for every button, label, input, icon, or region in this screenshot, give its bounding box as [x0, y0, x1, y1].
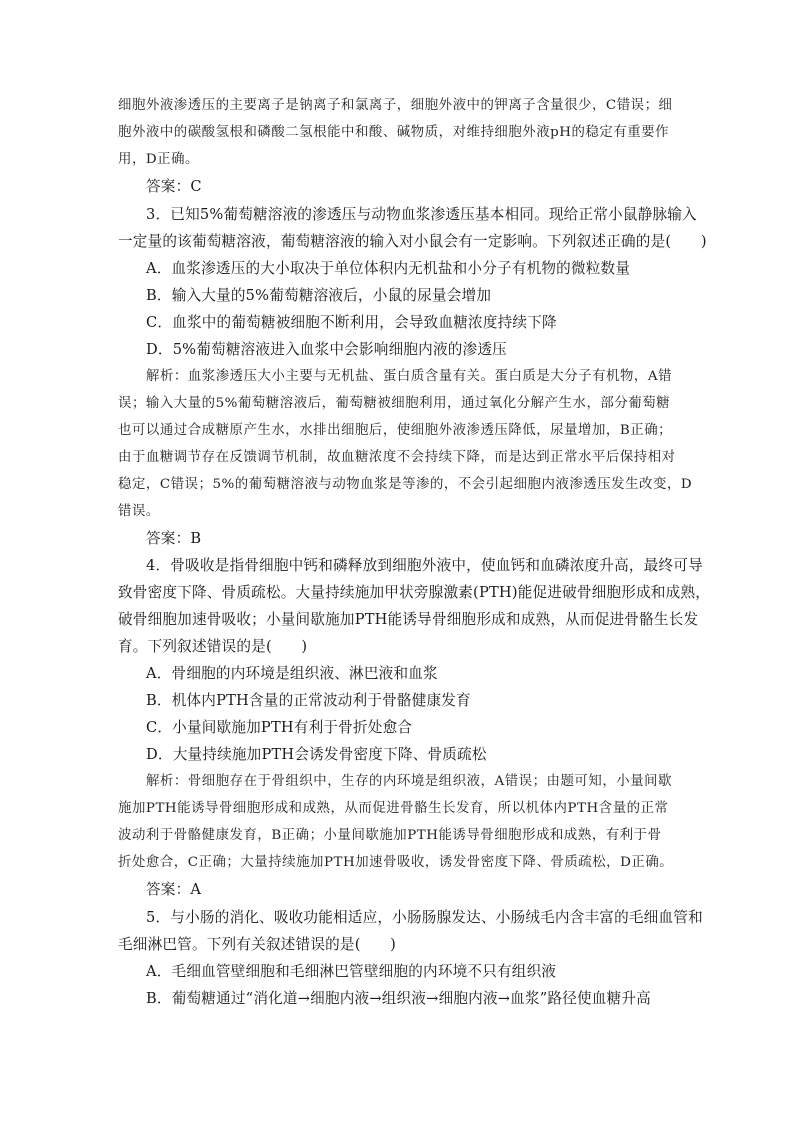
question-5-option-a: A．毛细血管壁细胞和毛细淋巴管壁细胞的内环境不只有组织液 — [146, 963, 557, 980]
question-4-stem: 致骨密度下降、骨质疏松。大量持续施加甲状旁腺激素(PTH)能促进破骨细胞形成和成熟， — [118, 584, 711, 601]
question-3-analysis: 稳定，C错误；5%的葡萄糖溶液与动物血浆是等渗的，不会引起细胞内液渗透压发生改变，D — [118, 477, 693, 492]
question-3-analysis: 误；输入大量的5%葡萄糖溶液后，葡萄糖被细胞利用，通过氧化分解产生水，部分葡萄糖 — [118, 396, 671, 411]
question-3-option-b: B．输入大量的5%葡萄糖溶液后，小鼠的尿量会增加 — [146, 287, 492, 304]
question-3-analysis: 错误。 — [118, 504, 160, 519]
question-4-option-a: A．骨细胞的内环境是组织液、淋巴液和血浆 — [146, 665, 438, 682]
question-4-option-c: C．小量间歇施加PTH有利于骨折处愈合 — [146, 719, 413, 736]
question-5-option-b: B．葡萄糖通过“消化道→细胞内液→组织液→细胞内液→血浆”路径使血糖升高 — [146, 990, 651, 1007]
answer-line: 答案：C — [146, 178, 202, 195]
answer-line: 答案：A — [146, 881, 202, 898]
answer-line: 答案：B — [146, 530, 202, 547]
question-3-analysis: 由于血糖调节存在反馈调节机制，故血糖浓度不会持续下降，而是达到正常水平后保持相对 — [118, 450, 676, 465]
question-4-analysis: 解析：骨细胞存在于骨组织中，生存的内环境是组织液，A错误；由题可知，小量间歇 — [146, 774, 673, 789]
question-3-option-d: D．5%葡萄糖溶液进入血浆中会影响细胞内液的渗透压 — [146, 341, 507, 358]
question-4-option-d: D．大量持续施加PTH会诱发骨密度下降、骨质疏松 — [146, 746, 487, 763]
question-3-stem: 3．已知5%葡萄糖溶液的渗透压与动物血浆渗透压基本相同。现给正常小鼠静脉输入 — [146, 206, 697, 223]
question-4-analysis: 折处愈合，C正确；大量持续施加PTH加速骨吸收，诱发骨密度下降、骨质疏松，D正确。 — [118, 855, 674, 870]
question-3-option-a: A．血浆渗透压的大小取决于单位体积内无机盐和小分子有机物的微粒数量 — [146, 260, 631, 277]
question-4-stem: 育。下列叙述错误的是( ) — [118, 638, 308, 655]
question-3-analysis: 也可以通过合成糖原产生水，水排出细胞后，使细胞外液渗透压降低，尿量增加，B正确； — [118, 423, 673, 438]
question-5-stem: 毛细淋巴管。下列有关叙述错误的是( ) — [118, 936, 397, 953]
question-4-option-b: B．机体内PTH含量的正常波动利于骨骼健康发育 — [146, 692, 471, 709]
question-3-option-c: C．血浆中的葡萄糖被细胞不断利用，会导致血糖浓度持续下降 — [146, 314, 557, 331]
text-line: 细胞外液渗透压的主要离子是钠离子和氯离子，细胞外液中的钾离子含量很少，C错误；细 — [118, 98, 673, 113]
text-line: 用，D正确。 — [118, 152, 199, 167]
question-4-stem: 破骨细胞加速骨吸收；小量间歇施加PTH能诱导骨细胞形成和成熟，从而促进骨骼生长发 — [118, 611, 699, 628]
question-4-stem: 4．骨吸收是指骨细胞中钙和磷释放到细胞外液中，使血钙和血磷浓度升高，最终可导 — [146, 557, 703, 574]
question-3-analysis: 解析：血浆渗透压大小主要与无机盐、蛋白质含量有关。蛋白质是大分子有机物，A错 — [146, 369, 673, 384]
question-3-stem: 一定量的该葡萄糖溶液，葡萄糖溶液的输入对小鼠会有一定影响。下列叙述正确的是( ) — [118, 233, 707, 250]
text-line: 胞外液中的碳酸氢根和磷酸二氢根能中和酸、碱物质，对维持细胞外液pH的稳定有重要作 — [118, 125, 670, 140]
question-5-stem: 5．与小肠的消化、吸收功能相适应，小肠肠腺发达、小肠绒毛内含丰富的毛细血管和 — [146, 909, 703, 926]
question-4-analysis: 波动利于骨骼健康发育，B正确；小量间歇施加PTH能诱导骨细胞形成和成熟，有利于骨 — [118, 828, 662, 843]
question-4-analysis: 施加PTH能诱导骨细胞形成和成熟，从而促进骨骼生长发育，所以机体内PTH含量的正常 — [118, 801, 669, 816]
